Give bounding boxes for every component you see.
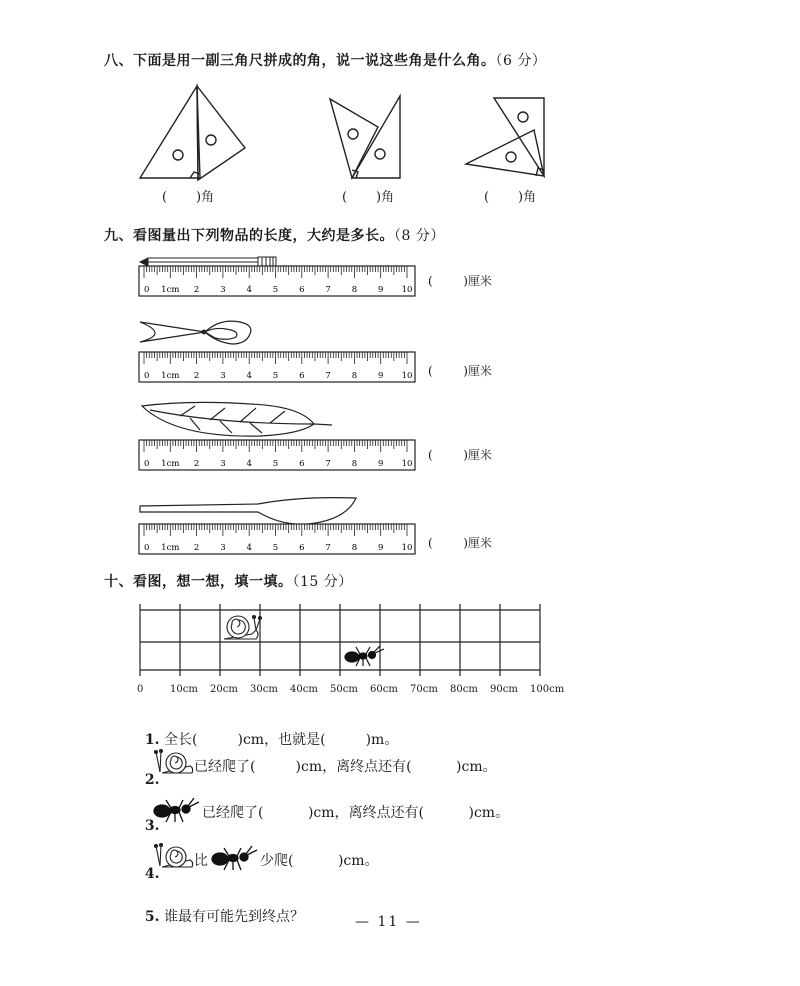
section-8-score: （6 分） (495, 53, 547, 69)
length-answer-1[interactable]: ( )厘米 (428, 274, 492, 288)
ant-icon (210, 844, 260, 872)
ruler-label: 6 (299, 285, 305, 295)
snail-icon (152, 842, 194, 870)
grid-axis-label: 40cm (290, 684, 318, 695)
grid-axis-label: 50cm (330, 684, 358, 695)
grid-axis-label: 20cm (210, 684, 238, 695)
ruler-label: 5 (272, 459, 279, 469)
ruler-label: 7 (325, 459, 331, 469)
ruler-label: 9 (377, 285, 384, 295)
question-4-compare: 比 (194, 853, 208, 869)
ruler-label: 8 (351, 371, 358, 381)
ruler-label: 6 (299, 371, 305, 381)
ruler-label: 4 (246, 285, 252, 295)
grid-axis-label: 30cm (250, 684, 278, 695)
question-5-number: 5. (144, 909, 160, 925)
length-answer-3[interactable]: ( )厘米 (428, 448, 492, 462)
grid-axis-label: 0 (137, 684, 144, 695)
ruler-label: 0 (144, 459, 150, 469)
section-8-title: 八、下面是用一副三角尺拼成的角，说一说这些角是什么角。 (104, 53, 496, 69)
angle-answer-2[interactable]: ( )角 (342, 190, 395, 205)
angle-answer-1[interactable]: ( )角 (162, 190, 215, 205)
question-5-text: 谁最有可能先到终点？ (163, 909, 304, 925)
ant-icon (152, 796, 202, 824)
ruler-label: 1cm (161, 371, 180, 381)
ruler-label: 1cm (161, 285, 180, 295)
question-3-text: 已经爬了( )cm，离终点还有( )cm。 (202, 805, 510, 821)
ruler-label: 3 (220, 285, 226, 295)
ruler-label: 9 (377, 459, 384, 469)
ruler-label: 10 (401, 371, 413, 381)
snail-icon (152, 748, 194, 776)
ruler-label: 1cm (161, 459, 180, 469)
ruler-label: 2 (193, 543, 200, 553)
ruler-label: 10 (401, 459, 413, 469)
ruler-label: 6 (299, 543, 305, 553)
ruler-label: 3 (220, 459, 226, 469)
grid-axis-label: 10cm (170, 684, 198, 695)
ruler-label: 9 (377, 543, 384, 553)
ruler-label: 2 (193, 459, 200, 469)
ruler-label: 5 (272, 543, 279, 553)
ruler-label: 3 (220, 371, 226, 381)
ruler-label: 10 (401, 543, 413, 553)
question-1 (136, 713, 398, 749)
question-1-number: 1. (144, 732, 160, 748)
ruler-label: 0 (144, 543, 150, 553)
question-5 (136, 890, 304, 926)
ruler-label: 5 (272, 371, 279, 381)
snail-icon (222, 612, 266, 642)
ruler-label: 1cm (161, 543, 180, 553)
grid-axis-label: 80cm (450, 684, 478, 695)
section-9-score: （8 分） (394, 228, 445, 244)
ruler-label: 4 (246, 371, 252, 381)
ruler-label: 9 (377, 371, 384, 381)
ruler-label: 7 (325, 285, 331, 295)
ant-icon (344, 644, 386, 668)
ruler-label: 2 (193, 285, 200, 295)
ruler-label: 0 (144, 285, 150, 295)
ruler-label: 0 (144, 371, 150, 381)
question-4-number: 4. (144, 866, 160, 882)
grid-axis-label: 100cm (530, 684, 565, 695)
ruler-label: 7 (325, 543, 331, 553)
question-2-number: 2. (144, 772, 160, 788)
length-answer-4[interactable]: ( )厘米 (428, 536, 492, 550)
page-number: — 11 — (355, 914, 422, 930)
ruler-label: 8 (351, 459, 358, 469)
grid-axis-label: 70cm (410, 684, 438, 695)
question-3-number: 3. (144, 818, 160, 834)
length-answer-2[interactable]: ( )厘米 (428, 364, 492, 378)
angle-answer-3[interactable]: ( )角 (484, 190, 537, 205)
ruler-label: 4 (246, 459, 252, 469)
ruler-label: 8 (351, 285, 358, 295)
question-1-text: 全长( )cm，也就是( )m。 (163, 732, 399, 748)
section-10-title: 十、看图，想一想，填一填。 (104, 574, 293, 590)
grid-axis-label: 60cm (370, 684, 398, 695)
ruler-label: 6 (299, 459, 305, 469)
ruler-label: 5 (272, 285, 279, 295)
section-10-score: （15 分） (292, 574, 353, 590)
ruler-label: 8 (351, 543, 358, 553)
ruler-label: 2 (193, 371, 200, 381)
grid-axis-label: 90cm (490, 684, 518, 695)
ruler-label: 10 (401, 285, 413, 295)
ruler-label: 3 (220, 543, 226, 553)
section-9-title: 九、看图量出下列物品的长度，大约是多长。 (104, 228, 394, 244)
question-4-text: 少爬( )cm。 (260, 853, 379, 869)
question-2-text: 已经爬了( )cm，离终点还有( )cm。 (194, 759, 497, 775)
ruler-label: 4 (246, 543, 252, 553)
ruler-label: 7 (325, 371, 331, 381)
